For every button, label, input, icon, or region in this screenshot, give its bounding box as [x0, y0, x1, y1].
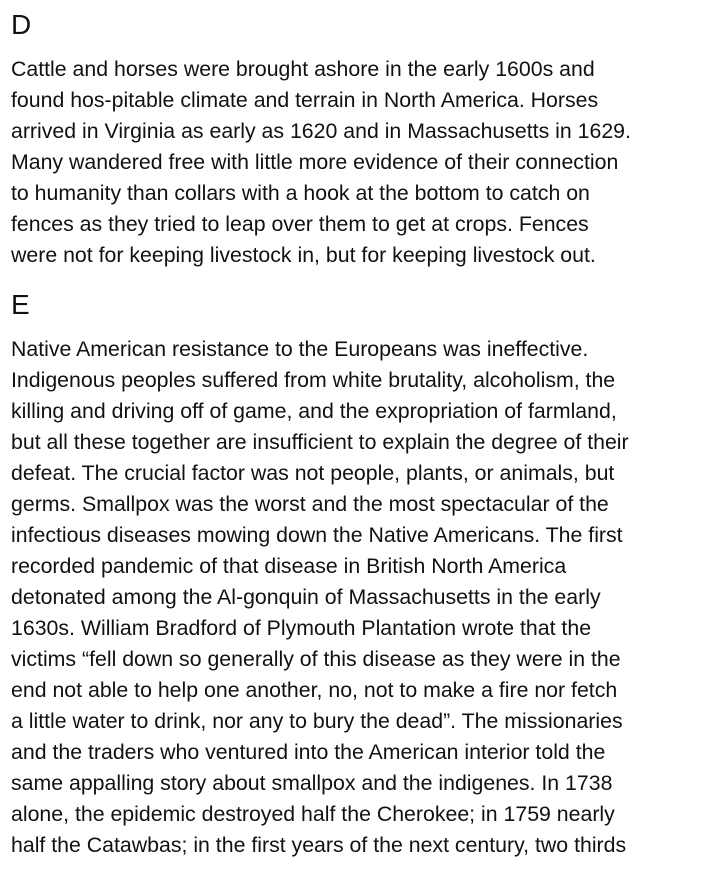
text-line: victims “fell down so generally of this disease as they were in the — [11, 647, 621, 671]
text-line: Cattle and horses were brought ashore in the early 1600s and — [11, 57, 595, 81]
text-line: same appalling story about smallpox and the indigenes. In 1738 — [11, 771, 613, 795]
paragraph — [11, 54, 701, 271]
text-line: germs. Smallpox was the worst and the most spectacular of the — [11, 492, 609, 516]
document-page — [11, 0, 701, 861]
text-line: Many wandered free with little more evidence of their connection — [11, 150, 619, 174]
text-line: were not for keeping livestock in, but for keeping livestock out. — [11, 243, 596, 267]
text-line: 1630s. William Bradford of Plymouth Plantation wrote that the — [11, 616, 592, 640]
section-e — [11, 289, 701, 861]
text-line: recorded pandemic of that disease in British North America — [11, 554, 567, 578]
text-line: Indigenous peoples suffered from white brutality, alcoholism, the — [11, 368, 616, 392]
text-line: a little water to drink, nor any to bury the dead”. The missionaries — [11, 709, 623, 733]
text-line: infectious diseases mowing down the Native Americans. The first — [11, 523, 623, 547]
section-heading: D — [11, 9, 32, 40]
text-line: Native American resistance to the Europeans was ineffective. — [11, 337, 589, 361]
text-line: end not able to help one another, no, not to make a fire nor fetch — [11, 678, 618, 702]
text-line: killing and driving off of game, and the expropriation of farmland, — [11, 399, 617, 423]
text-line: arrived in Virginia as early as 1620 and in Massachusetts in 1629. — [11, 119, 631, 143]
text-line: but all these together are insufficient to explain the degree of their — [11, 430, 629, 454]
section-heading: E — [11, 289, 30, 320]
text-line: half the Catawbas; in the first years of the next century, two thirds — [11, 833, 627, 857]
text-line: to humanity than collars with a hook at the bottom to catch on — [11, 181, 590, 205]
text-line: found hos-pitable climate and terrain in North America. Horses — [11, 88, 599, 112]
text-line: detonated among the Al-gonquin of Massachusetts in the early — [11, 585, 601, 609]
paragraph — [11, 334, 701, 861]
text-line: and the traders who ventured into the American interior told the — [11, 740, 606, 764]
text-line: alone, the epidemic destroyed half the Cherokee; in 1759 nearly — [11, 802, 615, 826]
text-line: defeat. The crucial factor was not people, plants, or animals, but — [11, 461, 615, 485]
section-d — [11, 9, 701, 271]
text-line: fences as they tried to leap over them to get at crops. Fences — [11, 212, 589, 236]
